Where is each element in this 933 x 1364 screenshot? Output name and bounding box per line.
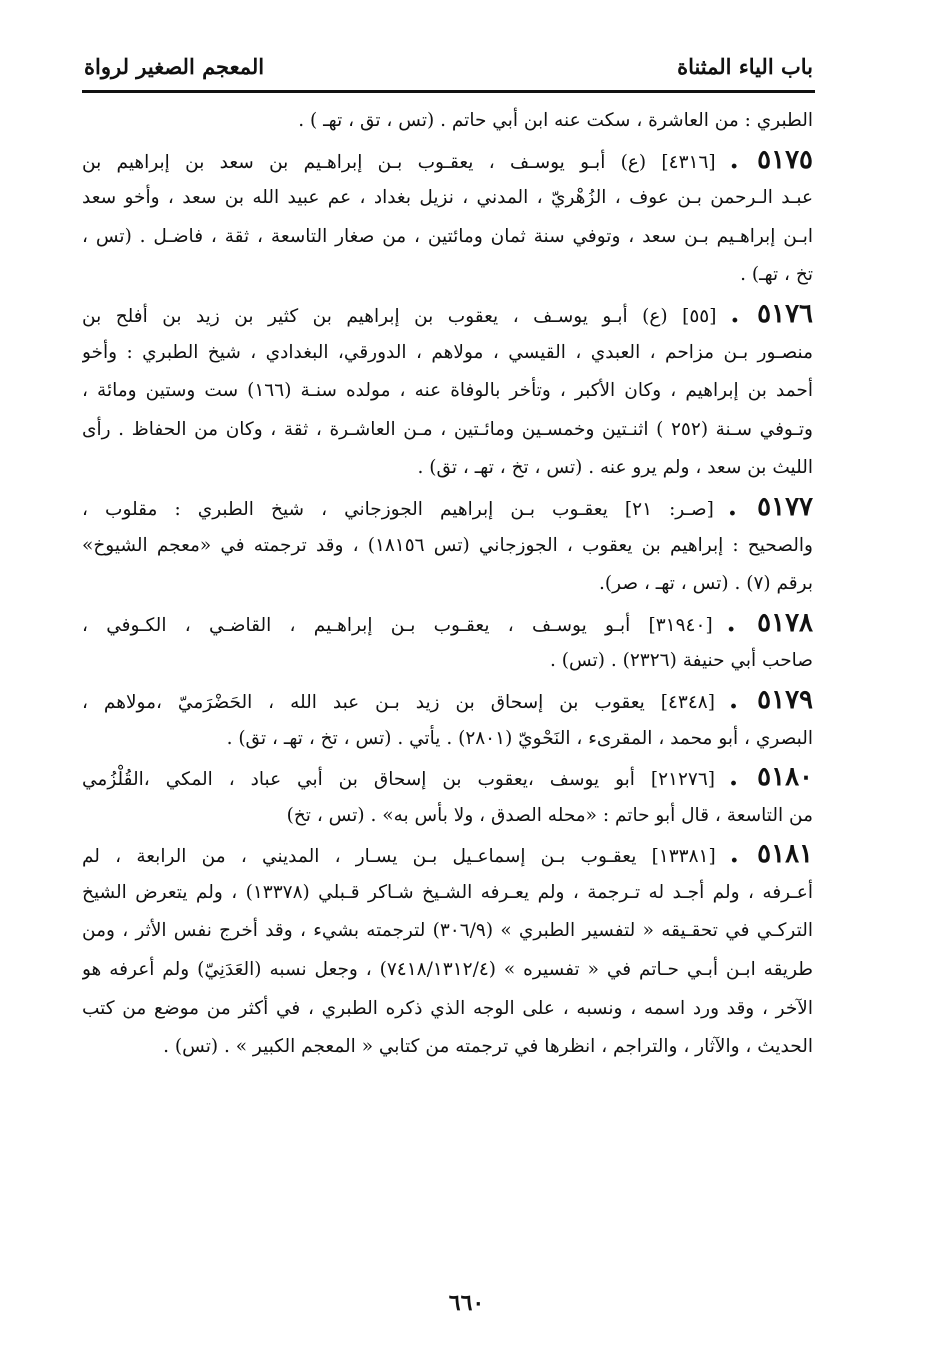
text-line	[82, 720, 813, 759]
entry-first-line	[82, 488, 813, 527]
line-text: [٤٣١٦] (ع) أبـو يوسـف ، يعقـوب بـن إبراهـيم بن سعد بن إبراهيم بن	[82, 151, 716, 173]
entry-number: ٥١٨١ .	[729, 839, 813, 870]
entry-number: ٥١٧٦ .	[730, 298, 813, 329]
line-text: أحمد بن إبراهيم ، وكان الأكبر ، وتأخر بالوفاة عنه ، مولده سنـة (١٦٦) ست وستين ومائة ،	[82, 380, 813, 402]
line-text: التركـي في تحقـيقه « لتفسير الطبري » (٣٠٦/٩) لترجمته بشيء ، وقد أخرج نفس الأثر ، ومن	[82, 920, 813, 942]
line-text: أعـرفه ، ولم أجـد له تـرجمة ، ولم يعـرفه الشـيخ شـاكر قـبلي (١٣٣٧٨) ، ولم يتعرض الشيخ	[82, 881, 813, 903]
entry-first-line	[82, 835, 813, 874]
line-text: [٣١٩٤٠] أبـو يوسـف ، يعقـوب بـن إبراهـيم ، القاضـي ، الكـوفي ،	[82, 614, 713, 636]
entry-first-line	[82, 604, 813, 643]
header-book-title: المعجم الصغير لرواة	[84, 53, 265, 79]
text-line	[82, 372, 813, 411]
text-line	[82, 1028, 813, 1067]
line-text: [٥٥] (ع) أبـو يوسـف ، يعقوب بن إبراهيم بن كثير بن زيد بن أفلح بن	[82, 305, 717, 327]
line-text: تخ ، تهـ) .	[740, 264, 813, 286]
entry-number: ٥١٧٥ .	[729, 144, 813, 175]
line-text: والصحيح : إبراهيم بن يعقوب ، الجوزجاني (تس ١٨١٥٦) ، وقد ترجمته في «معجم الشيوخ»	[82, 534, 813, 556]
line-text: الحديث ، والآثار ، والتراجم ، انظرها في ترجمته من كتابي « المعجم الكبير » . (تس) .	[163, 1036, 813, 1058]
text-line	[82, 411, 813, 450]
entry-first-line	[82, 141, 813, 180]
line-text: وتـوفي سـنة (٢٥٢ ) اثنـتين وخمسـين ومائـتين ، مـن العاشـرة ، ثقة ، وكان من الحفاظ . رأى	[82, 418, 813, 440]
text-line	[82, 797, 813, 836]
text-line	[82, 990, 813, 1029]
line-text: الطبري : من العاشرة ، سكت عنه ابن أبي حاتم . (تس ، تق ، تهـ ) .	[298, 110, 813, 131]
text-line	[82, 874, 813, 913]
line-text: صاحب أبي حنيفة (٢٣٢٦) . (تس) .	[550, 650, 813, 672]
entry-first-line	[82, 295, 813, 334]
line-text: الآخر ، وقد ورد اسمه ، ونسبه ، على الوجه الذي ذكره الطبري ، في أكثر من موضع من كتب	[82, 997, 813, 1019]
text-line	[82, 218, 813, 257]
entry-first-line	[82, 681, 813, 720]
line-text: طريقه ابـن أبـي حـاتم في « تفسيره » (٧٤١٨/١٣١٢/٤) ، وجعل نسبه (العَدَنِيّ) ولم أعرفه هو	[82, 959, 813, 981]
text-line	[82, 912, 813, 951]
entry-first-line	[82, 758, 813, 797]
line-text: الليث بن سعد ، ولم يرو عنه . (تس ، تخ ، تهـ ، تق) .	[417, 457, 813, 479]
line-text: منصـور بـن مزاحم ، العبدي ، القيسي ، مولاهم ، الدورقي، البغدادي ، شيخ الطبري : وأخو	[82, 341, 813, 363]
text-line	[82, 565, 813, 604]
running-header	[84, 48, 813, 84]
line-text: برقم (٧) . (تس ، تهـ ، صر).	[599, 573, 813, 595]
entry-number: ٥١٧٩ .	[728, 684, 813, 715]
page-number: ٦٦٠	[448, 1290, 485, 1316]
line-text: البصري ، أبو محمد ، المقرىء ، النَحْويّ (٢٨٠١) . يأتي . (تس ، تخ ، تهـ ، تق) .	[226, 727, 813, 749]
line-text: [٤٣٤٨] يعقوب بن إسحاق بن زيد بـن عبد الله ، الحَضْرَميّ ،مولاهم ،	[82, 691, 715, 713]
line-text: [١٣٣٨١] يعقـوب بـن إسماعـيل بـن يسـار ، المديني ، من الرابعة ، لم	[82, 846, 716, 868]
entry-number: ٥١٧٨ .	[726, 607, 813, 638]
text-line	[82, 179, 813, 218]
entry-number: ٥١٨٠ .	[728, 762, 813, 793]
text-line	[82, 256, 813, 295]
line-text: [٢١٢٧٦] أبو يوسف ،يعقوب بن إسحاق بن أبي عباد ، المكي ،القُلْزُمي	[82, 769, 715, 791]
header-chapter-title: باب الياء المثناة	[677, 53, 813, 79]
page-body	[82, 102, 813, 1067]
entry-number: ٥١٧٧ .	[727, 491, 813, 522]
text-line	[82, 951, 813, 990]
line-text: [صـر: ٢١] يعقـوب بـن إبراهيم الجوزجاني ، شيخ الطبري : مقلوب ،	[82, 498, 714, 520]
text-line	[82, 102, 813, 141]
text-line	[82, 642, 813, 681]
text-line	[82, 527, 813, 566]
line-text: من التاسعة ، قال أبو حاتم : «محله الصدق ، ولا بأس به» . (تس ، تخ)	[286, 804, 813, 826]
text-line	[82, 449, 813, 488]
text-line	[82, 334, 813, 373]
line-text: ابـن إبراهـيم بـن سعد ، وتوفي سنة ثمان ومائتين ، من صغار التاسعة ، ثقة ، فاضـل . (تس ،	[82, 225, 813, 247]
line-text: عبـد الـرحمن بـن عوف ، الزُهْريّ ، المدني ، نزيل بغداد ، عم عبيد الله بن سعد ، وأخو سعد	[82, 187, 813, 209]
header-rule	[82, 90, 815, 93]
